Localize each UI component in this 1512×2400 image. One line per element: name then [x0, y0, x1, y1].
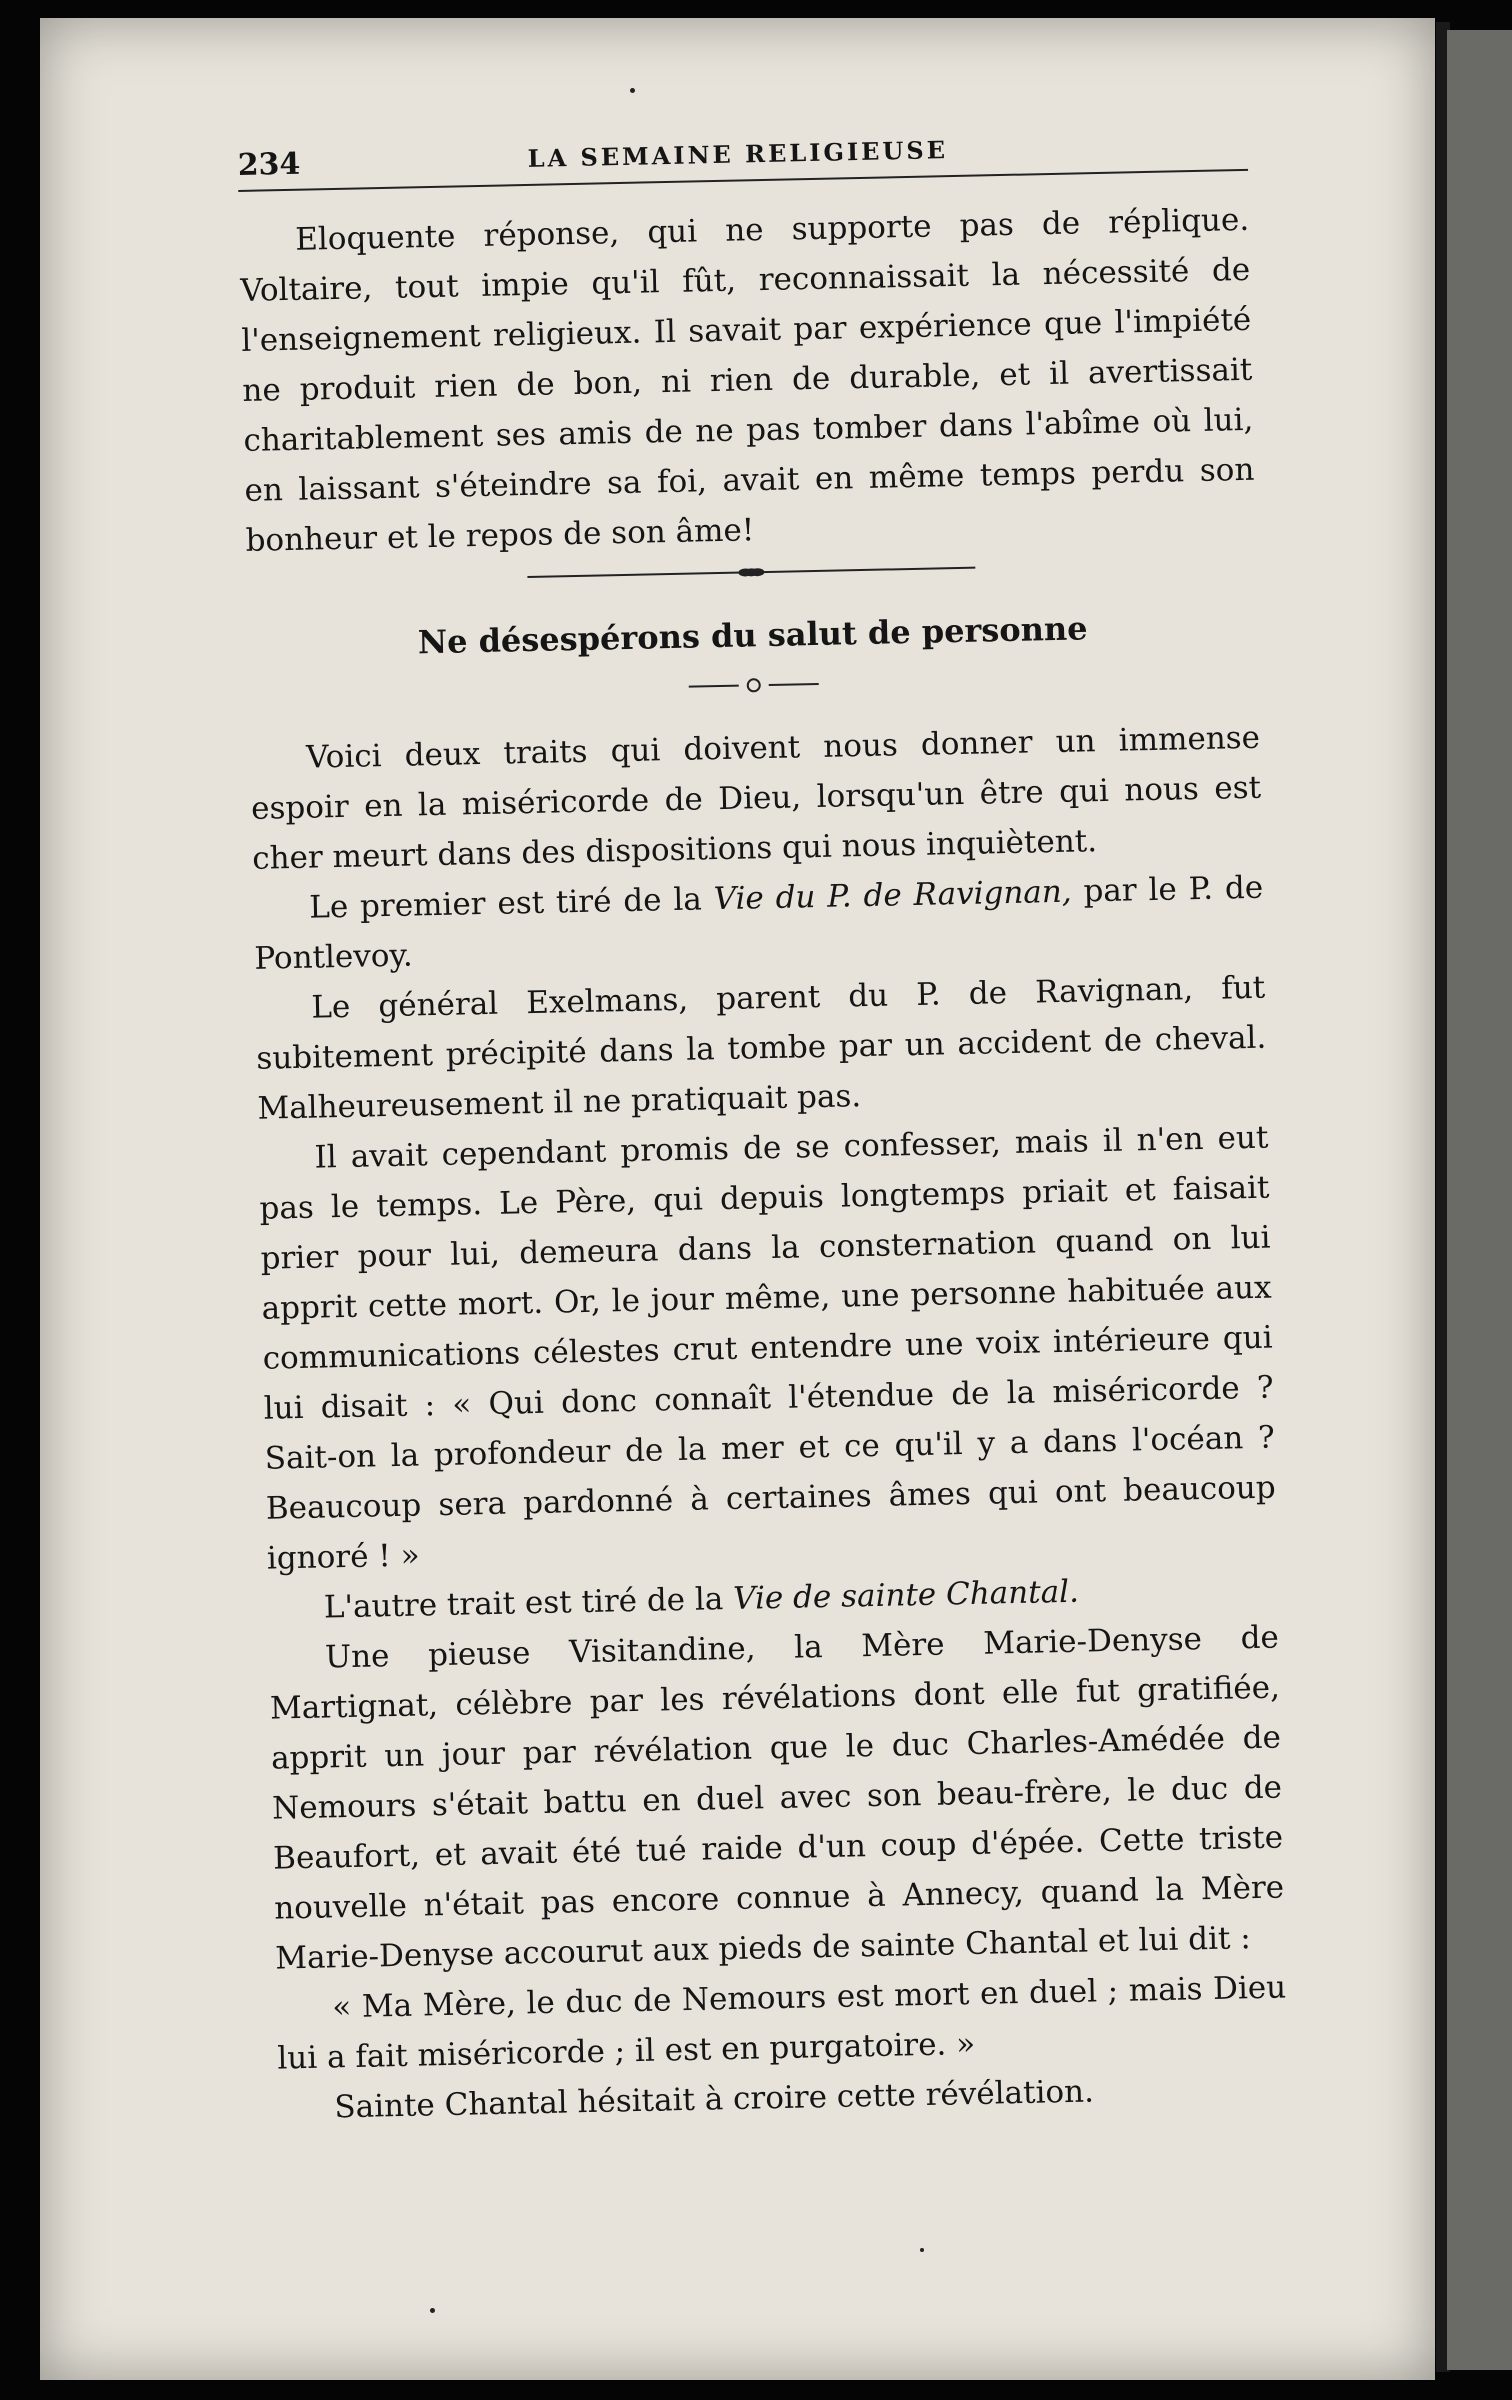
- print-speck: [430, 2308, 435, 2313]
- print-speck: [920, 2248, 924, 2252]
- book-title-ravignan: Vie du P. de Ravignan,: [713, 873, 1073, 918]
- page-number: 234: [237, 146, 301, 183]
- paragraph-first-trait: Le premier est tiré de la Vie du P. de Ravignan, par le P. de Pontlevoy.: [253, 869, 1264, 977]
- print-speck: [630, 88, 635, 93]
- ornament-line-right: [760, 566, 975, 573]
- paragraph-quote: « Ma Mère, le duc de Nemours est mort en duel ; mais Dieu lui a fait miséricorde ; il est en purgatoire. »: [277, 1969, 1287, 2077]
- paragraph-hesitation: Sainte Chantal hésitait à croire cette révélation.: [334, 2073, 1095, 2126]
- paragraph-confession: Il avait cependant promis de se confesser, mais il n'en eut pas le temps. Le Père, qui depuis longtemps priait et faisait prier pour lui, demeura dans la consternation quand on lui apprit cette mort. Or, le jour même, une personne habituée aux communications célestes crut entendre une voix intérieure qui lui disait : « Qui donc connaît l'étendue de la miséricorde ? Sait-on la profondeur de la mer et ce qu'il y a dans l'océan ? Beaucoup sera pardonné à certaines âmes qui ont beaucoup ignoré ! »: [259, 1119, 1277, 1577]
- facing-page-edge: [1447, 30, 1512, 2370]
- paragraph-visitandine: Une pieuse Visitandine, la Mère Marie-Denyse de Martignat, célèbre par les révélations dont elle fut gratifiée, apprit un jour par révélation que le duc Charles-Amédée de Nemours s'était battu en duel avec son beau-frère, le duc de Beaufort, et avait été tué raide d'un coup d'épée. Cette triste nouvelle n'était pas encore connue à Annecy, quand la Mère Marie-Denyse accourut aux pieds de sainte Chantal et lui dit :: [269, 1619, 1285, 1977]
- page-text-block: [237, 109, 1289, 2134]
- journal-title: LA SEMAINE RELIGIEUSE: [527, 135, 949, 173]
- paragraph-intro: Voici deux traits qui doivent nous donner un immense espoir en la miséricorde de Dieu, lorsqu'un être qui nous est cher meurt dans des dispositions qui nous inquiètent.: [250, 719, 1262, 877]
- book-title-chantal: Vie de sainte Chantal.: [732, 1573, 1080, 1617]
- paragraph-voltaire: Eloquente réponse, qui ne supporte pas de réplique. Voltaire, tout impie qu'il fût, reconnaissait la nécessité de l'enseignement religieux. Il savait par expérience que l'impiété ne produit rien de bon, ni rien de durable, et il avertissait charitablement ses amis de ne pas tomber dans l'abîme où lui, en laissant s'éteindre sa foi, avait en même temps perdu son bonheur et le repos de son âme!: [239, 201, 1255, 559]
- ornament-line-left: [527, 571, 742, 578]
- paragraph-second-trait: L'autre trait est tiré de la Vie de sainte Chantal.: [323, 1573, 1080, 1626]
- paragraph-exelmans: Le général Exelmans, parent du P. de Ravignan, fut subitement précipité dans la tombe par un accident de cheval. Malheureusement il ne pratiquait pas.: [256, 969, 1267, 1127]
- section-title: Ne désespérons du salut de personne: [417, 609, 1088, 662]
